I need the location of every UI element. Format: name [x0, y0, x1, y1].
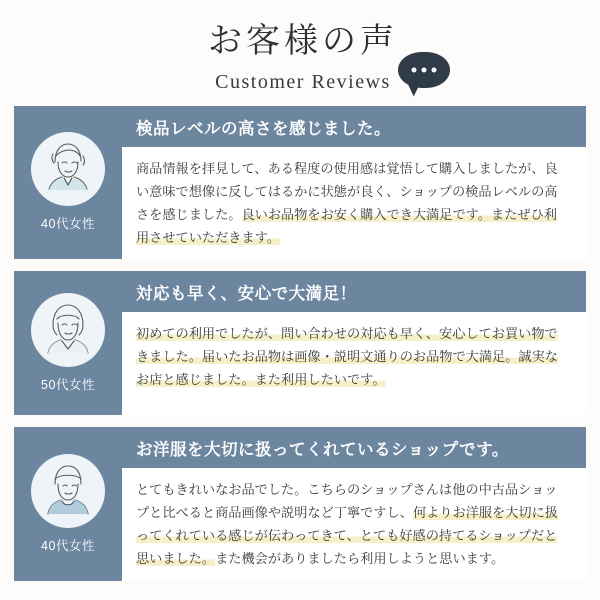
- review-body: [122, 312, 586, 415]
- review-content: [122, 271, 586, 415]
- review-body-highlight: 初めての利用でしたが、問い合わせの対応も早く、安心してお買い物できました。届いたお品物は画像・説明文通りのお品物で大満足。誠実なお店と感じました。また利用したいです。: [136, 326, 558, 388]
- avatar-age-label: 40代女性: [41, 217, 95, 232]
- review-title: 対応も早く、安心で大満足！: [122, 271, 586, 312]
- review-title: お洋服を大切に扱ってくれているショップです。: [122, 427, 586, 468]
- list-item: [14, 427, 586, 580]
- avatar-age-label: 40代女性: [41, 538, 95, 553]
- list-item: [14, 106, 586, 259]
- avatar-column: [14, 106, 122, 259]
- review-content: [122, 106, 586, 259]
- review-body: [122, 147, 586, 259]
- avatar-age-label: 50代女性: [41, 378, 95, 393]
- review-body-highlight: 何よりお洋服を大切に扱ってくれている感じが伝わってきて、とても好感の持てるショップだと思いました。: [136, 505, 558, 567]
- reviews-list: [0, 100, 600, 581]
- review-body-lead: 商品情報を拝見して、ある程度の使用感は覚悟して購入しましたが、良い意味で想像に反してはるかに状態が良く、ショップの検品レベルの高さを感じました。: [136, 160, 558, 222]
- avatar-column: [14, 427, 122, 580]
- review-body-lead: とてもきれいなお品でした。こちらのショップさんは他の中古品ショップと比べると商品画像や説明など丁寧ですし、: [136, 482, 558, 521]
- woman-avatar-icon: [31, 293, 105, 367]
- list-item: [14, 271, 586, 415]
- speech-bubble-dots: [412, 68, 437, 73]
- avatar: [31, 132, 105, 206]
- avatar: [31, 293, 105, 367]
- review-title: 検品レベルの高さを感じました。: [122, 106, 586, 147]
- page-title: お客様の声: [208, 23, 398, 60]
- page-header: [0, 0, 600, 100]
- review-body-tail: また機会がありましたら利用しようと思います。: [215, 551, 505, 567]
- review-body: [122, 468, 586, 580]
- speech-bubble-icon: [398, 52, 450, 88]
- review-body-highlight: 良いお品物をお安く購入でき大満足です。またぜひ利用させていただきます。: [136, 206, 557, 246]
- avatar-column: [14, 271, 122, 415]
- review-content: [122, 427, 586, 580]
- avatar: [31, 454, 105, 528]
- woman-avatar-icon: [31, 132, 105, 206]
- woman-avatar-icon: [31, 454, 105, 528]
- page-subtitle: Customer Reviews: [215, 70, 391, 93]
